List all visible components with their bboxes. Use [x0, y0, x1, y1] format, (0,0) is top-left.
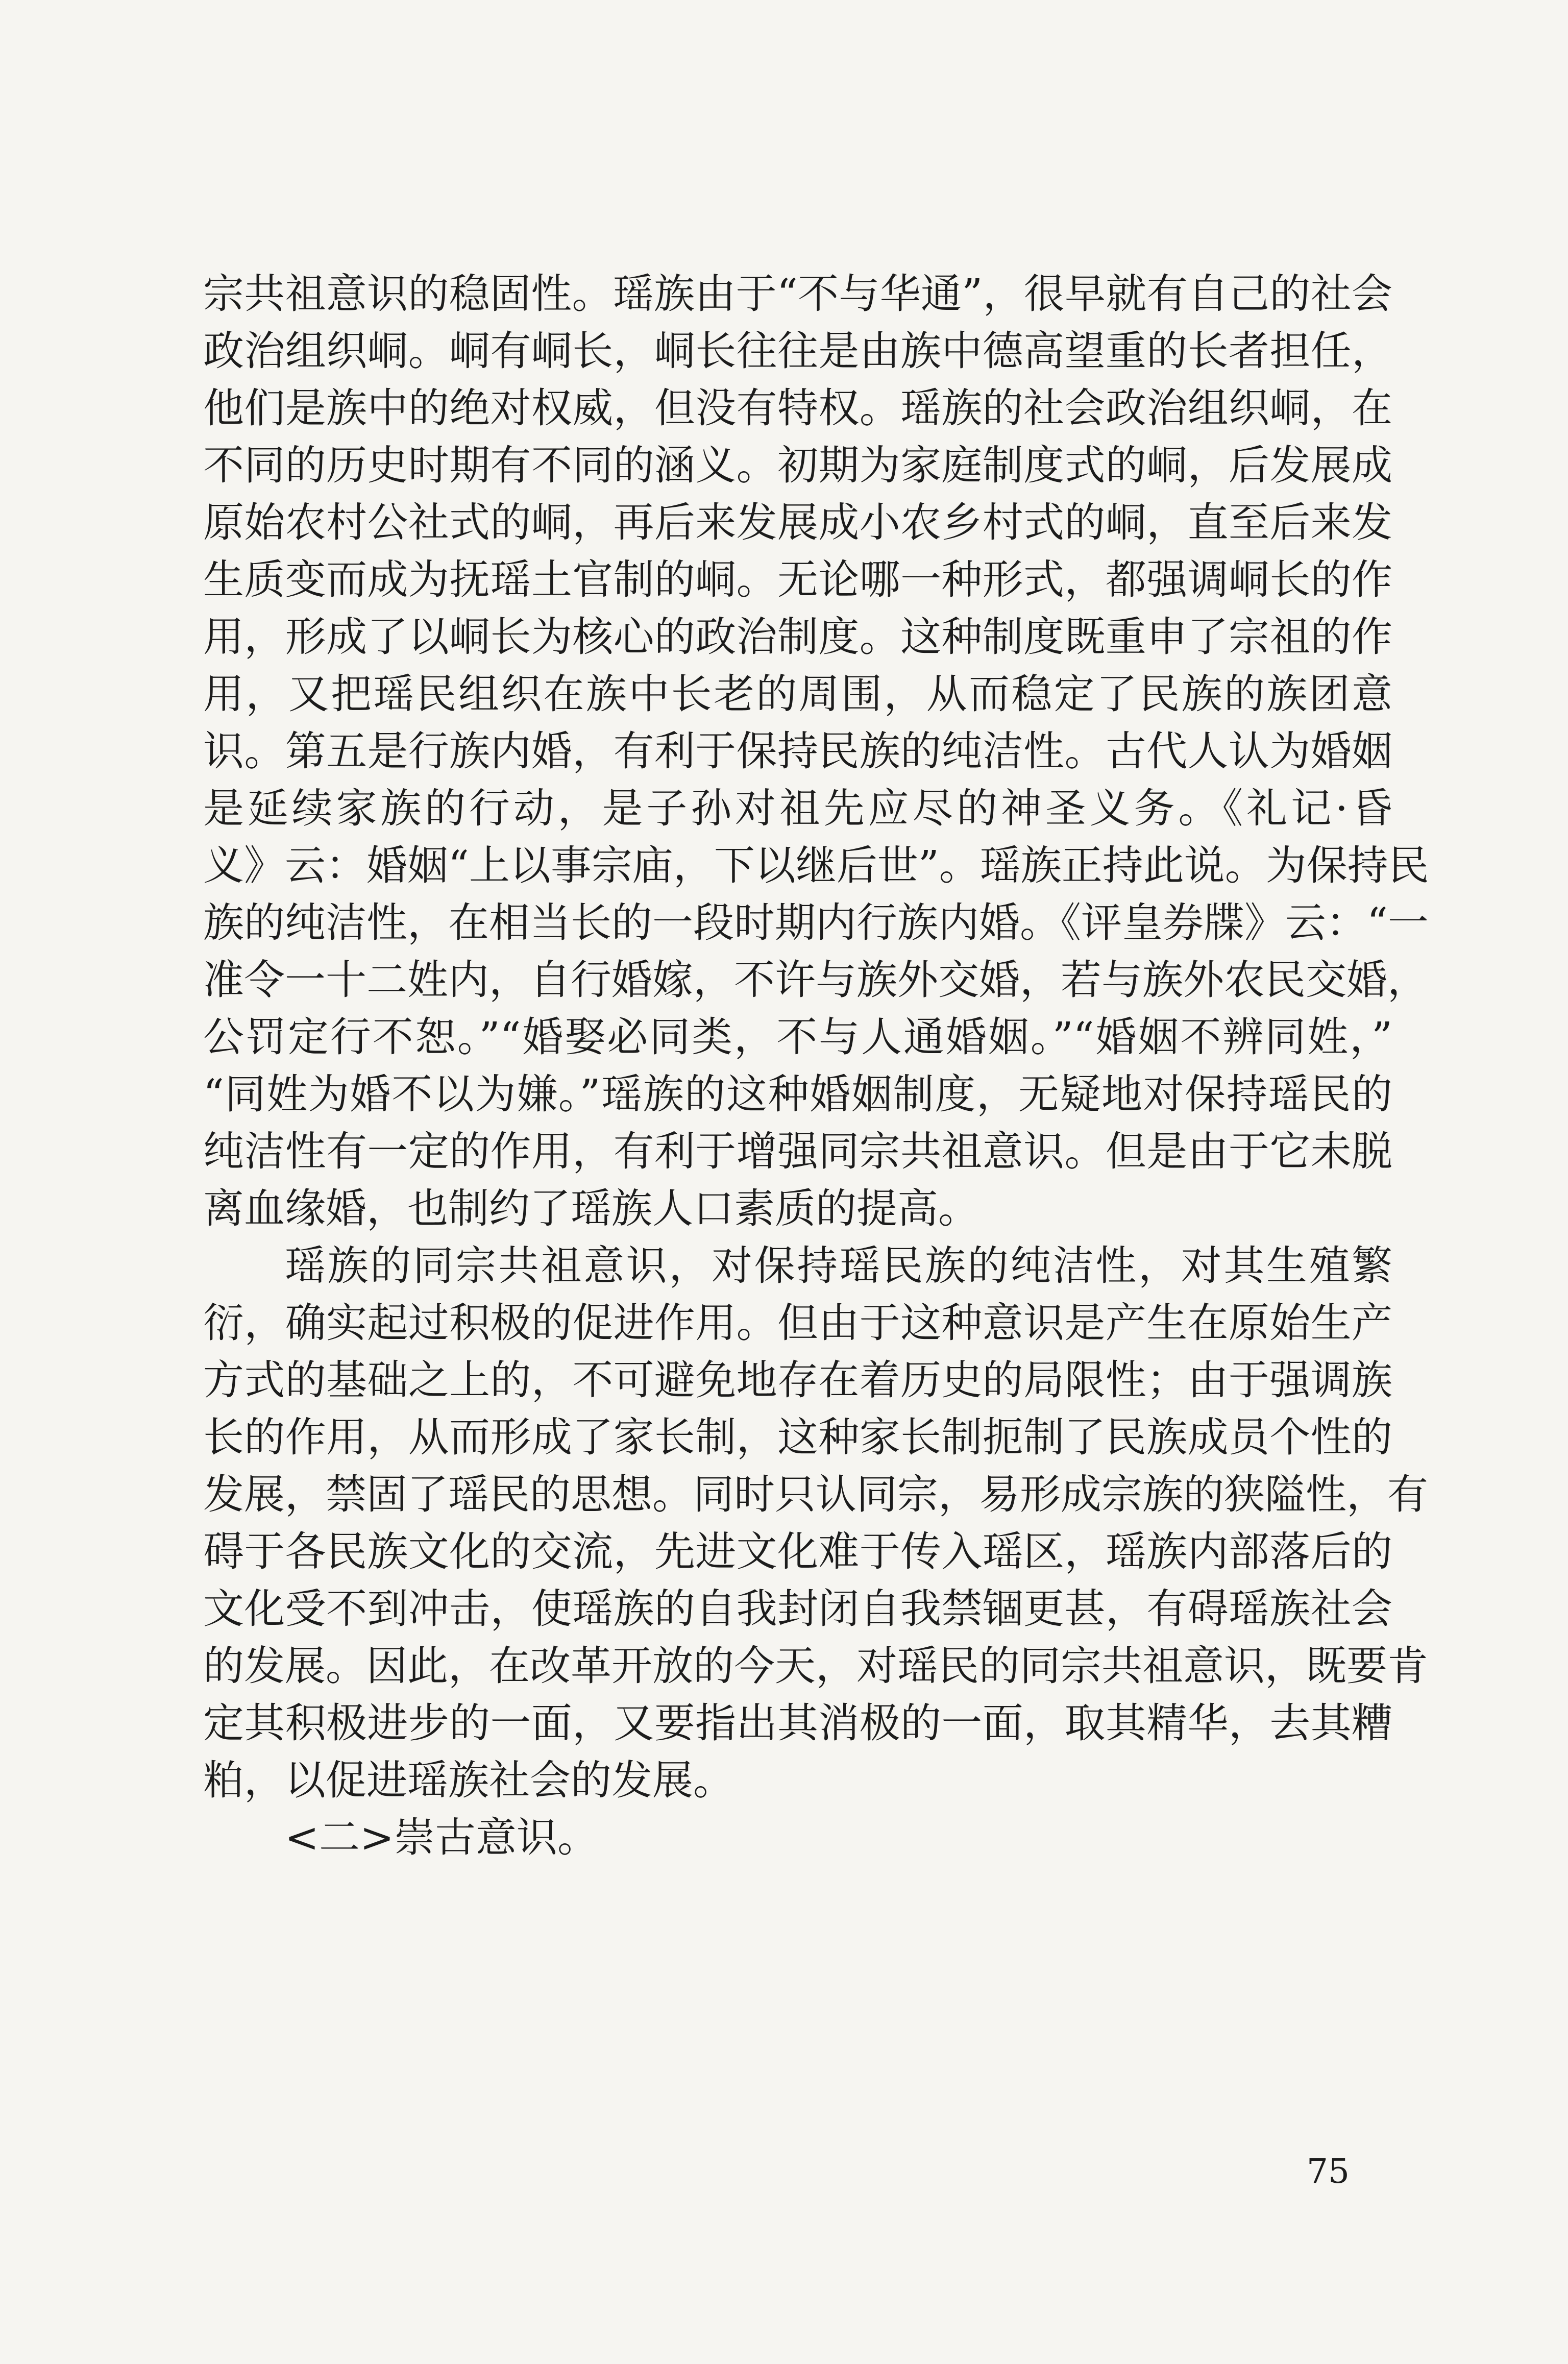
text-line: 是延续家族的行动，是子孙对祖先应尽的神圣义务。《礼记·昏: [203, 785, 1392, 832]
text-line: 瑶族的同宗共祖意识，对保持瑶民族的纯洁性，对其生殖繁: [285, 1242, 1392, 1289]
paragraph-2: [203, 1237, 1428, 1809]
text-line: 方式的基础之上的，不可避免地存在着历史的局限性；由于强调族: [203, 1356, 1392, 1404]
text-line: 碍于各民族文化的交流，先进文化难于传入瑶区，瑶族内部落后的: [203, 1528, 1392, 1575]
text-line: “同姓为婚不以为嫌。”瑶族的这种婚姻制度，无疑地对保持瑶民的: [203, 1070, 1392, 1118]
text-line: 发展，禁固了瑶民的思想。同时只认同宗，易形成宗族的狭隘性，有: [203, 1471, 1428, 1518]
text-line: 族的纯洁性，在相当长的一段时期内行族内婚。《评皇券牒》云：“一: [203, 899, 1429, 946]
text-line: 长的作用，从而形成了家长制，这种家长制扼制了民族成员个性的: [203, 1413, 1392, 1461]
text-line: 衍，确实起过积极的促进作用。但由于这种意识是产生在原始生产: [203, 1299, 1392, 1347]
text-line: 他们是族中的绝对权威，但没有特权。瑶族的社会政治组织峒，在: [203, 384, 1392, 432]
text-line: 离血缘婚，也制约了瑶族人口素质的提高。: [203, 1185, 979, 1232]
text-line: 定其积极进步的一面，又要指出其消极的一面，取其精华，去其糟: [203, 1699, 1392, 1747]
text-line: 政治组织峒。峒有峒长，峒长往往是由族中德高望重的长者担任，: [203, 327, 1392, 375]
text-line: 义》云：婚姻“上以事宗庙，下以继后世”。瑶族正持此说。为保持民: [203, 842, 1429, 889]
section-heading: <二>崇古意识。: [285, 1814, 599, 1861]
text-line: 宗共祖意识的稳固性。瑶族由于“不与华通”，很早就有自己的社会: [203, 270, 1392, 318]
text-line: 用，形成了以峒长为核心的政治制度。这种制度既重申了宗祖的作: [203, 613, 1392, 661]
text-line: 生质变而成为抚瑶土官制的峒。无论哪一种形式，都强调峒长的作: [203, 556, 1392, 603]
text-line: 识。第五是行族内婚，有利于保持民族的纯洁性。古代人认为婚姻: [203, 727, 1392, 775]
text-line: 原始农村公社式的峒，再后来发展成小农乡村式的峒，直至后来发: [203, 499, 1392, 546]
text-line: 用，又把瑶民组织在族中长老的周围，从而稳定了民族的族团意: [203, 670, 1392, 718]
text-line: 纯洁性有一定的作用，有利于增强同宗共祖意识。但是由于它未脱: [203, 1128, 1392, 1175]
paragraph-1: [203, 265, 1429, 1237]
text-line: 不同的历史时期有不同的涵义。初期为家庭制度式的峒，后发展成: [203, 442, 1392, 489]
text-line: 粕，以促进瑶族社会的发展。: [203, 1757, 734, 1804]
text-line: 文化受不到冲击，使瑶族的自我封闭自我禁锢更甚，有碍瑶族社会: [203, 1585, 1392, 1632]
body-text: [203, 265, 1429, 1866]
text-line: 公罚定行不恕。”“婚娶必同类，不与人通婚姻。”“婚姻不辨同姓，”: [203, 1013, 1392, 1061]
text-line: 准令一十二姓内，自行婚嫁，不许与族外交婚，若与族外农民交婚，: [203, 956, 1428, 1004]
page-number: 75: [1307, 2152, 1350, 2191]
text-line: 的发展。因此，在改革开放的今天，对瑶民的同宗共祖意识，既要肯: [203, 1642, 1428, 1690]
